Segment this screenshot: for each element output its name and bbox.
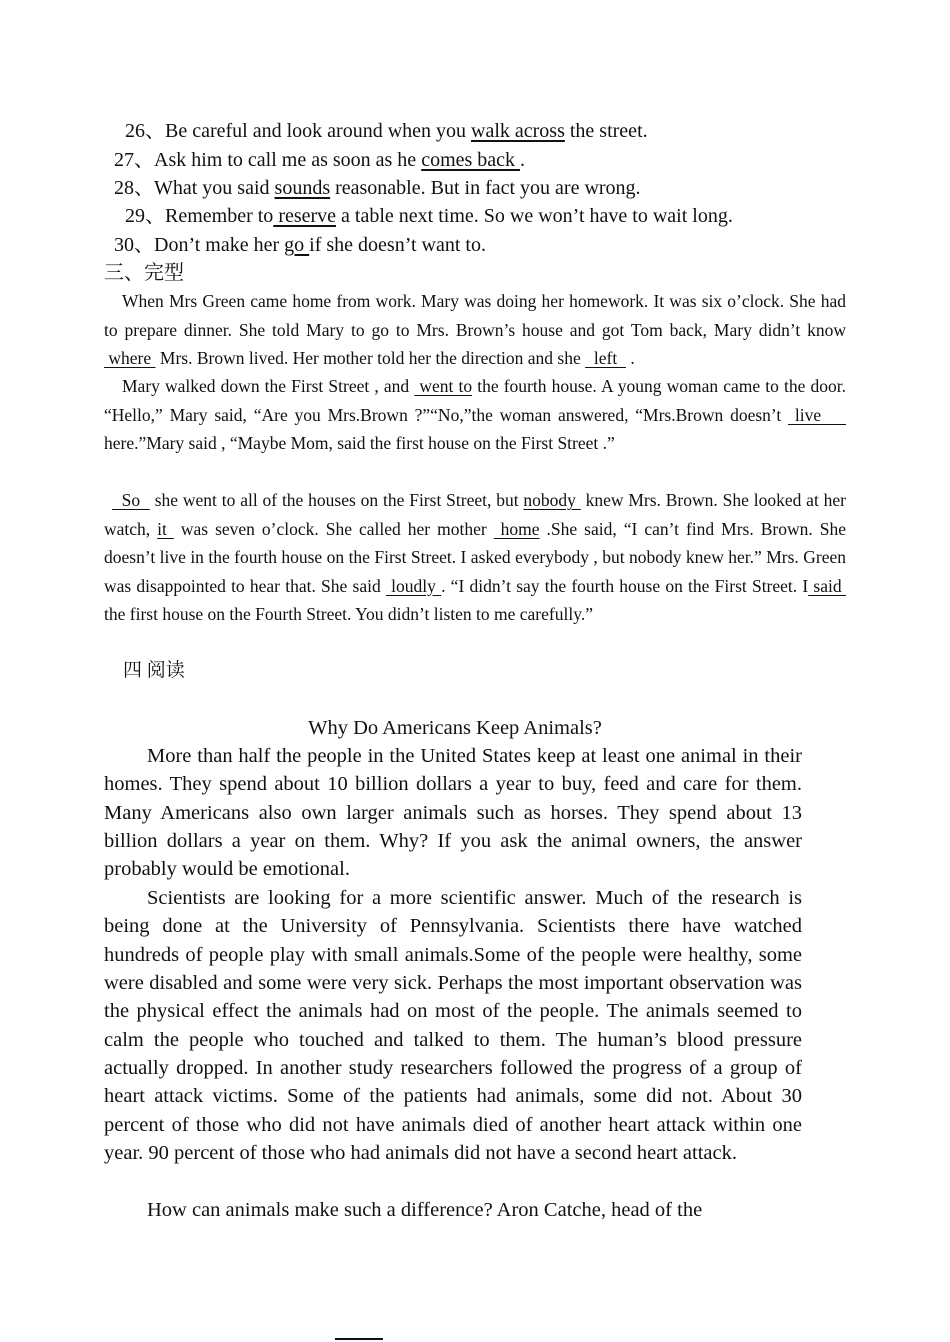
reading-heading: 四 阅读 xyxy=(123,660,185,681)
answer-blank: walk across xyxy=(471,120,565,142)
cloze-heading: 三、完型 xyxy=(104,262,184,284)
page-footer-rule xyxy=(335,1338,383,1340)
answer-blank: comes back xyxy=(421,149,521,171)
cloze-paragraph-1: When Mrs Green came home from work. Mary was doing her homework. It was six o’clock. She had to prepare dinner. She told Mary to go to Mrs. Brown’s house and got Tom back, Mary didn’t know where Mrs. Brown lived. Her mother told her the direction and she left . xyxy=(104,291,846,368)
cloze-blank: said xyxy=(808,575,846,596)
cloze-paragraph-2: Mary walked down the First Street , and went to the fourth house. A young woman came to the door. “Hello,” Mary said, “Are you Mrs.Brown ?”“No,”the woman answered, “Mrs.Brown doesn’t live here.”Mary said , “Maybe Mom, said the first house on the First Street .” xyxy=(104,376,846,453)
cloze-blank: nobody xyxy=(523,490,581,510)
answer-blank: sounds xyxy=(274,177,331,199)
sentence-30: 30、Don’t make her go if she doesn’t want to. xyxy=(114,234,486,256)
answer-blank: go xyxy=(284,234,310,256)
reading-title: Why Do Americans Keep Animals? xyxy=(308,717,602,739)
reading-paragraph-1: More than half the people in the United States keep at least one animal in their homes. They spend about 10 billion dollars a year to buy, feed and care for them. Many Americans also own larger animals such as horses. They spend about 13 billion dollars a year on them. Why? If you ask the animal owners, the answer probably would be emotional. xyxy=(104,745,802,881)
cloze-blank: home xyxy=(493,518,540,539)
sentence-26: 26、Be careful and look around when you walk across the street. xyxy=(125,120,648,142)
sentence-29: 29、Remember to reserve a table next time. So we won’t have to wait long. xyxy=(125,205,733,227)
cloze-paragraph-3: So she went to all of the houses on the First Street, but nobody knew Mrs. Brown. She looked at her watch, it was seven o’clock. She called her mother home .She said, “I can’t find Mrs. Brown. She doesn’t live in the fourth house on the First Street. I asked everybody , but nobody knew her.” Mrs. Green was disappointed to hear that. She said loudly . “I didn’t say the fourth house on the First Street. I said the first house on the Fourth Street. You didn’t listen to me carefully.” xyxy=(104,490,846,624)
cloze-blank: it xyxy=(157,518,174,539)
cloze-blank: So xyxy=(112,490,150,510)
sentence-28: 28、What you said sounds reasonable. But in fact you are wrong. xyxy=(114,177,641,199)
cloze-blank: went to xyxy=(414,376,473,396)
cloze-blank: live xyxy=(788,404,846,425)
cloze-blank: left xyxy=(585,348,626,368)
sentence-27: 27、Ask him to call me as soon as he comes back . xyxy=(114,149,526,171)
reading-paragraph-2: Scientists are looking for a more scientific answer. Much of the research is being done at the University of Pennsylvania. Scientists there have watched hundreds of people play with small animals.Some of the people were healthy, some were disabled and some were very sick. Perhaps the most important observation was the physical effect the animals had on most of the people. The animals seemed to calm the people who touched and talked to them. The human’s blood pressure actually dropped. In another study researchers followed the progress of a group of heart attack victims. Some of the patients had animals, some did not. About 30 percent of those who did not have animals died of another heart attack within one year. 90 percent of those who had animals did not have a second heart attack. xyxy=(104,887,802,1165)
reading-paragraph-3: How can animals make such a difference? Aron Catche, head of the xyxy=(147,1199,703,1221)
cloze-blank: loudly xyxy=(385,575,442,596)
cloze-blank: where xyxy=(104,348,156,368)
answer-blank: reserve xyxy=(273,205,337,227)
